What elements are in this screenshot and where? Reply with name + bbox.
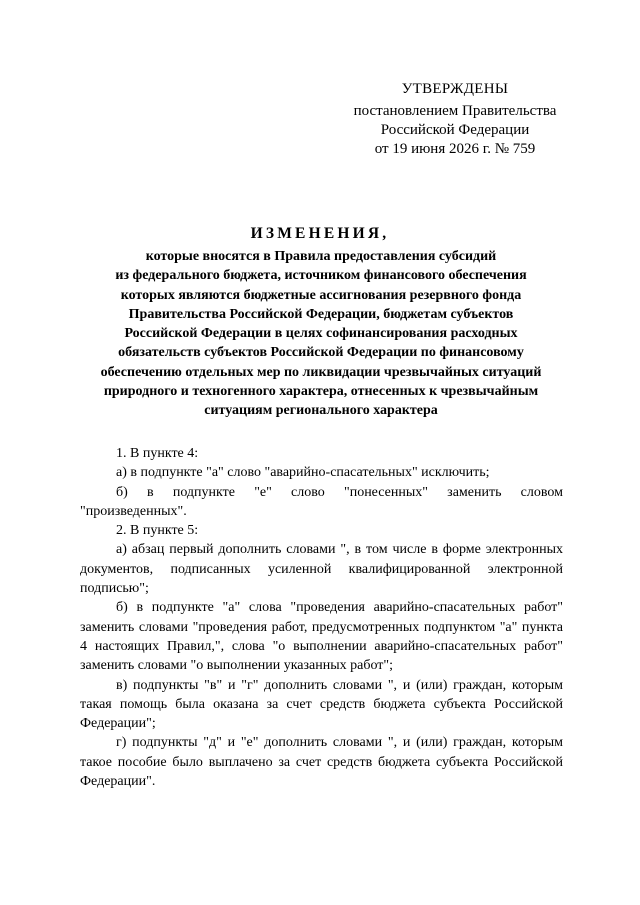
subtitle-line: Правительства Российской Федерации, бюджетам субъектов (128, 306, 514, 322)
paragraph-item-1b: б) в подпункте "е" слово "понесенных" заменить словом "произведенных". (80, 484, 563, 519)
document-title: ИЗМЕНЕНИЯ, (250, 225, 390, 242)
subtitle-line: обеспечению отдельных мер по ликвидации чрезвычайных ситуаций (100, 364, 542, 380)
subtitle-line: которых являются бюджетные ассигнования резервного фонда (120, 287, 522, 303)
paragraph-item-1: 1. В пункте 4: (116, 446, 199, 461)
approval-line-1: постановлением Правительства (353, 103, 557, 119)
approval-heading: УТВЕРЖДЕНЫ (401, 81, 509, 97)
subtitle-line: ситуациям регионального характера (204, 403, 438, 419)
subtitle-line: природного и техногенного характера, отнесенных к чрезвычайным (103, 384, 539, 400)
subtitle-line: из федерального бюджета, источником финансового обеспечения (115, 268, 527, 284)
paragraph-item-1a: а) в подпункте "а" слово "аварийно-спасательных" исключить; (116, 465, 490, 481)
paragraph-item-2b: б) в подпункте "а" слова "проведения аварийно-спасательных работ" заменить словами "проведения работ, предусмотренных подпунктом "а" пункта 4 настоящих Правил,", слова "о выполнении аварийно-спасательных работ" заменить словами "о выполнении указанных работ"; (80, 600, 563, 674)
approval-line-2: Российской Федерации (380, 122, 530, 138)
document-body (80, 444, 563, 791)
subtitle-line: которые вносятся в Правила предоставления субсидий (145, 249, 497, 264)
approval-block (320, 80, 590, 159)
document-subtitle (66, 247, 576, 421)
paragraph-item-2v: в) подпункты "в" и "г" дополнить словами ", и (или) граждан, которым такая помощь была оказана за счет средств бюджета субъекта Российской Федерации"; (80, 677, 563, 732)
paragraph-item-2: 2. В пункте 5: (116, 523, 199, 539)
subtitle-line: обязательств субъектов Российской Федерации по финансовому (118, 345, 524, 361)
paragraph-item-2g: г) подпункты "д" и "е" дополнить словами ", и (или) граждан, которым такое пособие было выплачено за счет средств бюджета субъекта Российской Федерации". (80, 735, 563, 790)
paragraph-item-2a: а) абзац первый дополнить словами ", в том числе в форме электронных документов, подписанных усиленной квалифицированной электронной подписью"; (80, 542, 563, 597)
subtitle-line: Российской Федерации в целях софинансирования расходных (124, 326, 518, 342)
approval-line-3: от 19 июня 2026 г. № 759 (374, 141, 536, 157)
